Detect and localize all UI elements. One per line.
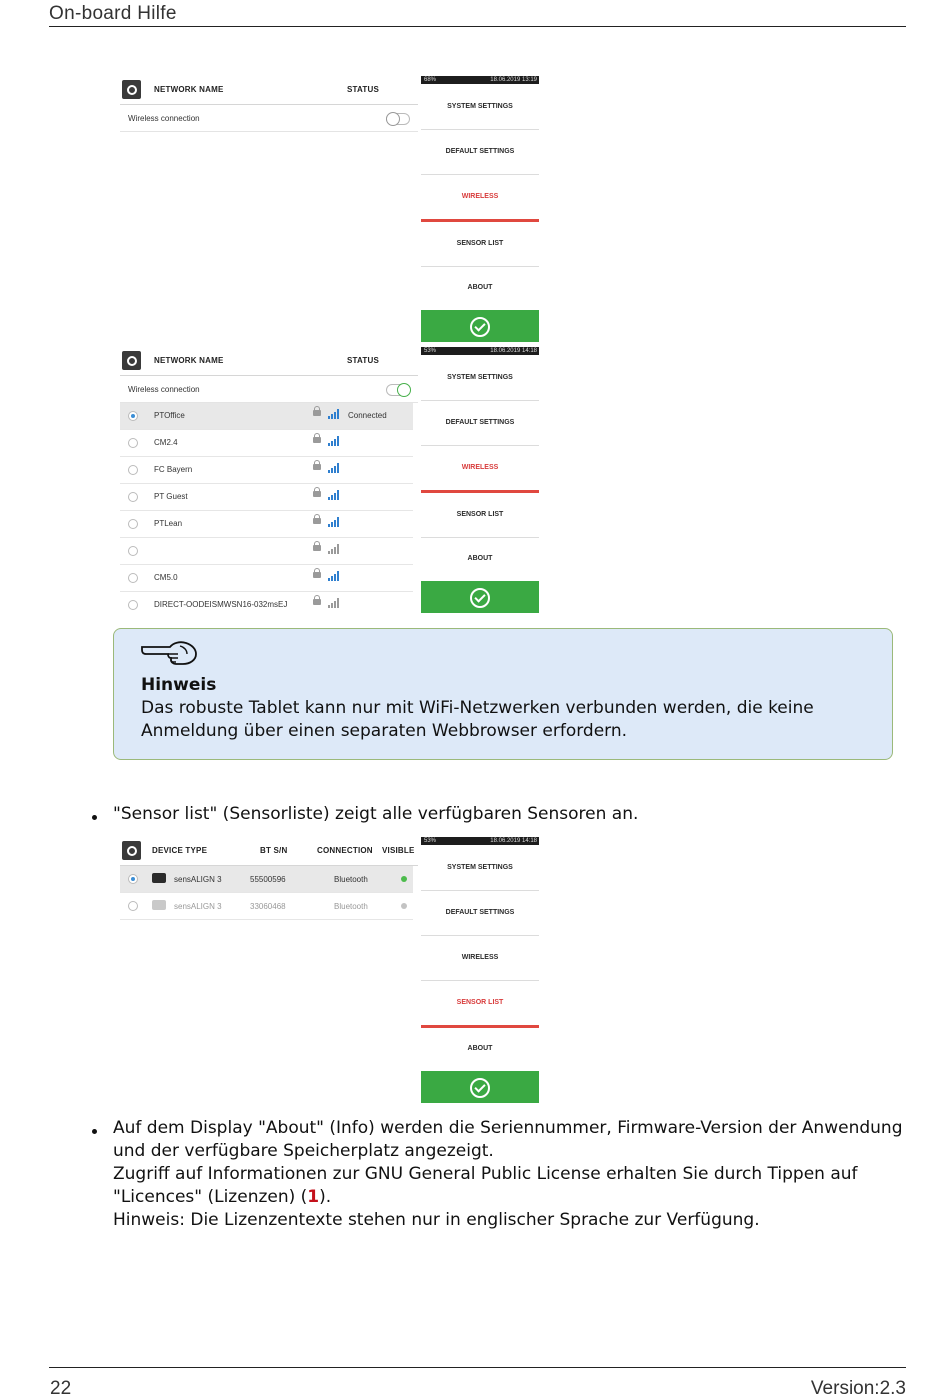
lock-icon bbox=[313, 572, 321, 578]
network-row[interactable] bbox=[120, 484, 413, 511]
network-row[interactable] bbox=[120, 565, 413, 592]
sensor-radio[interactable] bbox=[128, 901, 138, 911]
visible-indicator bbox=[401, 903, 407, 909]
wifi-signal-icon bbox=[328, 409, 342, 419]
sensor-device-icon bbox=[152, 900, 166, 910]
menu-sensor-list[interactable]: SENSOR LIST bbox=[421, 493, 539, 538]
device-status-bar bbox=[421, 837, 539, 845]
network-row[interactable] bbox=[120, 403, 413, 430]
header-rule bbox=[49, 26, 906, 27]
battery-level: 53% bbox=[424, 348, 437, 354]
network-name: CM2.4 bbox=[154, 438, 178, 447]
menu-system-settings[interactable]: SYSTEM SETTINGS bbox=[421, 85, 539, 130]
network-name: PTLean bbox=[154, 519, 183, 528]
network-radio[interactable] bbox=[128, 546, 138, 556]
network-radio[interactable] bbox=[128, 438, 138, 448]
checkmark-circle-icon bbox=[470, 1078, 490, 1098]
checkmark-circle-icon bbox=[470, 317, 490, 337]
menu-wireless[interactable]: WIRELESS bbox=[421, 446, 539, 493]
sensor-device-name: sensALIGN 3 bbox=[174, 902, 222, 911]
wireless-toggle[interactable] bbox=[386, 384, 410, 396]
lock-icon bbox=[313, 491, 321, 497]
wireless-connection-label: Wireless connection bbox=[128, 385, 200, 394]
settings-gear-icon[interactable] bbox=[122, 841, 141, 860]
column-connection: CONNECTION bbox=[317, 846, 373, 855]
menu-sensor-list[interactable]: SENSOR LIST bbox=[421, 222, 539, 267]
sensor-bt-serial: 33060468 bbox=[250, 902, 286, 911]
bullet-marker bbox=[92, 815, 97, 820]
menu-default-settings[interactable]: DEFAULT SETTINGS bbox=[421, 130, 539, 175]
wireless-connection-row bbox=[120, 105, 418, 132]
bullet-sensor-list-text: "Sensor list" (Sensorliste) zeigt alle verfügbaren Sensoren an. bbox=[113, 804, 639, 824]
menu-about[interactable]: ABOUT bbox=[421, 266, 539, 311]
license-language-note: Hinweis: Die Lizenzentexte stehen nur in englischer Sprache zur Verfügung. bbox=[113, 1210, 760, 1230]
lock-icon bbox=[313, 545, 321, 551]
battery-level: 53% bbox=[424, 838, 437, 844]
bullet-marker bbox=[92, 1129, 97, 1134]
document-version: Version:2.3 bbox=[810, 1378, 906, 1399]
menu-default-settings[interactable]: DEFAULT SETTINGS bbox=[421, 401, 539, 446]
lock-icon bbox=[313, 464, 321, 470]
status-datetime: 18.06.2019 14:18 bbox=[490, 838, 537, 844]
lock-icon bbox=[313, 410, 321, 416]
settings-menu bbox=[421, 76, 539, 344]
sensor-row[interactable] bbox=[120, 866, 413, 893]
sensor-row[interactable] bbox=[120, 893, 413, 920]
network-name: DIRECT-OODEISMWSN16-032msEJ bbox=[154, 600, 288, 609]
device-status-bar bbox=[421, 347, 539, 355]
sensor-connection: Bluetooth bbox=[334, 902, 368, 911]
settings-menu bbox=[421, 837, 539, 1105]
status-datetime: 18.06.2019 14:18 bbox=[490, 348, 537, 354]
battery-level: 68% bbox=[424, 77, 437, 83]
screenshot-wireless-off bbox=[120, 76, 540, 344]
sensor-connection: Bluetooth bbox=[334, 875, 368, 884]
column-device-type: DEVICE TYPE bbox=[152, 846, 208, 855]
sensor-device-icon bbox=[152, 873, 166, 883]
network-radio[interactable] bbox=[128, 411, 138, 421]
wireless-toggle[interactable] bbox=[386, 113, 410, 125]
column-status: STATUS bbox=[347, 85, 380, 94]
visible-indicator bbox=[401, 876, 407, 882]
menu-system-settings[interactable]: SYSTEM SETTINGS bbox=[421, 846, 539, 891]
network-radio[interactable] bbox=[128, 600, 138, 610]
network-radio[interactable] bbox=[128, 519, 138, 529]
checkmark-circle-icon bbox=[470, 588, 490, 608]
network-radio[interactable] bbox=[128, 492, 138, 502]
network-row[interactable] bbox=[120, 430, 413, 457]
status-datetime: 18.06.2019 13:19 bbox=[490, 77, 537, 83]
wifi-signal-icon bbox=[328, 598, 342, 608]
bullet-about-text bbox=[113, 1117, 903, 1232]
license-info bbox=[113, 1163, 903, 1209]
menu-default-settings[interactable]: DEFAULT SETTINGS bbox=[421, 891, 539, 936]
confirm-button[interactable] bbox=[421, 581, 539, 613]
network-radio[interactable] bbox=[128, 573, 138, 583]
screenshot-wireless-on bbox=[120, 347, 540, 615]
sensor-bt-serial: 55500596 bbox=[250, 875, 286, 884]
network-name: PTOffice bbox=[154, 411, 185, 420]
network-row[interactable] bbox=[120, 538, 413, 565]
column-status: STATUS bbox=[347, 356, 380, 365]
toggle-knob bbox=[386, 112, 400, 126]
wireless-connection-row bbox=[120, 376, 418, 403]
page-number: 22 bbox=[50, 1378, 72, 1399]
network-status: Connected bbox=[348, 411, 387, 420]
page-header-title: On-board Hilfe bbox=[49, 3, 177, 24]
menu-wireless[interactable]: WIRELESS bbox=[421, 936, 539, 981]
menu-about[interactable]: ABOUT bbox=[421, 537, 539, 582]
network-name: FC Bayern bbox=[154, 465, 193, 474]
about-description: Auf dem Display "About" (Info) werden die Seriennummer, Firmware-Version der Anwendung und der verfügbare Speicherplatz angezeigt. bbox=[113, 1118, 903, 1161]
hint-body: Das robuste Tablet kann nur mit WiFi-Netzwerken verbunden werden, die keine Anmeldung über einen separaten Webbrowser erfordern. bbox=[141, 698, 814, 741]
toggle-knob bbox=[397, 383, 411, 397]
column-bt-sn: BT S/N bbox=[260, 846, 288, 855]
wifi-signal-icon bbox=[328, 517, 342, 527]
confirm-button[interactable] bbox=[421, 310, 539, 342]
network-name: PT Guest bbox=[154, 492, 188, 501]
pointing-hand-icon bbox=[140, 637, 200, 667]
column-network-name: NETWORK NAME bbox=[154, 85, 224, 94]
lock-icon bbox=[313, 599, 321, 605]
settings-menu bbox=[421, 347, 539, 615]
column-network-name: NETWORK NAME bbox=[154, 356, 224, 365]
network-row[interactable] bbox=[120, 592, 413, 615]
menu-system-settings[interactable]: SYSTEM SETTINGS bbox=[421, 356, 539, 401]
hint-box bbox=[113, 628, 893, 760]
wifi-signal-icon bbox=[328, 544, 342, 554]
network-list-header bbox=[120, 347, 418, 376]
menu-sensor-list[interactable]: SENSOR LIST bbox=[421, 981, 539, 1028]
wifi-signal-icon bbox=[328, 463, 342, 473]
device-status-bar bbox=[421, 76, 539, 84]
hint-title: Hinweis bbox=[141, 675, 217, 695]
footer-rule bbox=[49, 1367, 906, 1368]
sensor-list-header bbox=[120, 837, 418, 866]
wifi-signal-icon bbox=[328, 436, 342, 446]
wireless-connection-label: Wireless connection bbox=[128, 114, 200, 123]
reference-number: 1 bbox=[307, 1187, 320, 1207]
wifi-signal-icon bbox=[328, 490, 342, 500]
column-visible: VISIBLE bbox=[382, 846, 415, 855]
lock-icon bbox=[313, 518, 321, 524]
license-info-text: Zugriff auf Informationen zur GNU General Public License erhalten Sie durch Tippen auf "Licences" (Lizenzen) ( bbox=[113, 1164, 858, 1207]
wifi-signal-icon bbox=[328, 571, 342, 581]
menu-about[interactable]: ABOUT bbox=[421, 1027, 539, 1072]
sensor-radio[interactable] bbox=[128, 874, 138, 884]
lock-icon bbox=[313, 437, 321, 443]
screenshot-sensor-list bbox=[120, 837, 540, 1105]
settings-gear-icon[interactable] bbox=[122, 351, 141, 370]
license-info-close: ). bbox=[319, 1187, 332, 1207]
network-row[interactable] bbox=[120, 457, 413, 484]
network-radio[interactable] bbox=[128, 465, 138, 475]
menu-wireless[interactable]: WIRELESS bbox=[421, 175, 539, 222]
network-list-header bbox=[120, 76, 418, 105]
settings-gear-icon[interactable] bbox=[122, 80, 141, 99]
confirm-button[interactable] bbox=[421, 1071, 539, 1103]
sensor-device-name: sensALIGN 3 bbox=[174, 875, 222, 884]
network-name: CM5.0 bbox=[154, 573, 178, 582]
network-row[interactable] bbox=[120, 511, 413, 538]
